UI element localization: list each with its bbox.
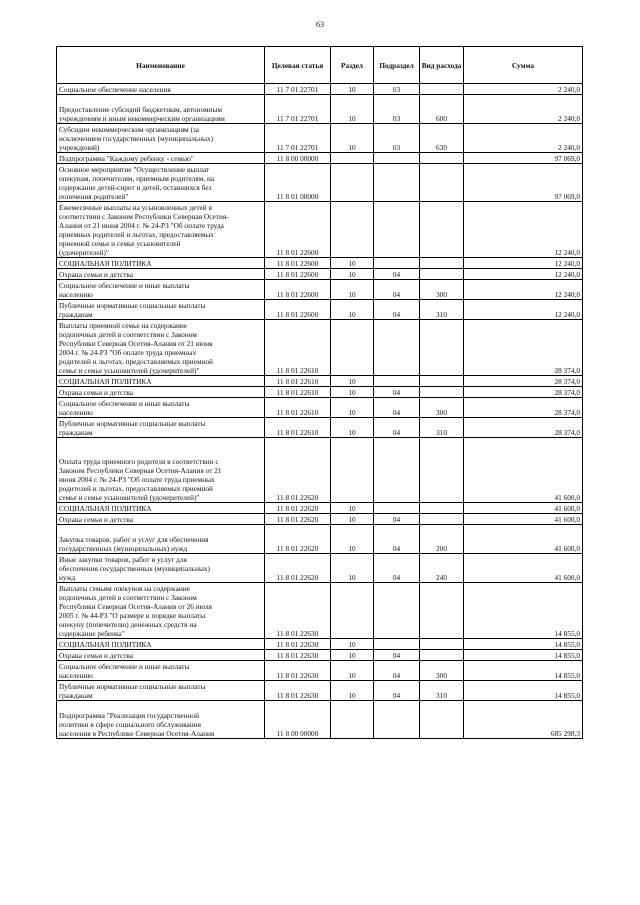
table-row: [57, 554, 583, 583]
cell-exptype: 200: [420, 525, 464, 554]
cell-subsection: [374, 258, 420, 269]
cell-name: [57, 525, 265, 554]
cell-exptype: [420, 258, 464, 269]
cell-subsection: [374, 701, 420, 739]
table-row: [57, 258, 583, 269]
cell-sum: 14 855,0: [464, 650, 583, 661]
cell-subsection: 03: [374, 95, 420, 124]
cell-section: 10: [331, 124, 374, 153]
cell-sum: 41 600,0: [464, 503, 583, 514]
cell-name: [57, 95, 265, 124]
cell-sum: 41 600,0: [464, 514, 583, 525]
cell-sum: 97 069,0: [464, 164, 583, 202]
cell-section: 10: [331, 84, 374, 95]
row-name-text: Выплаты приемной семье на содержание подопечных детей в соответствии с Законом Республики Северная Осетия-Алания от 21 июня 2004 г. № 24-РЗ "Об оплате труда приемных родителей и льготах, предоставляемых приемной семье и семье усыновителей (удочерителей)": [59, 321, 213, 375]
cell-exptype: [420, 701, 464, 739]
cell-subsection: 03: [374, 124, 420, 153]
cell-sum: 41 600,0: [464, 525, 583, 554]
col-header-sum: Сумма: [464, 47, 583, 84]
cell-subsection: 04: [374, 269, 420, 280]
cell-name: [57, 701, 265, 739]
cell-name: [57, 153, 265, 164]
cell-sum: 14 855,0: [464, 681, 583, 701]
cell-target: 11 8 01 22630: [265, 681, 331, 701]
table-row: [57, 280, 583, 300]
cell-subsection: [374, 583, 420, 639]
cell-name: [57, 300, 265, 320]
table-row: [57, 124, 583, 153]
cell-section: 10: [331, 258, 374, 269]
cell-target: 11 8 01 22620: [265, 503, 331, 514]
table-row: [57, 387, 583, 398]
cell-section: 10: [331, 681, 374, 701]
cell-subsection: [374, 153, 420, 164]
cell-name: [57, 258, 265, 269]
cell-target: 11 8 01 22620: [265, 514, 331, 525]
row-name-text: Социальное обеспечение населения: [59, 85, 171, 94]
cell-subsection: 04: [374, 418, 420, 438]
cell-sum: 28 374,0: [464, 418, 583, 438]
cell-sum: 12 240,0: [464, 258, 583, 269]
cell-exptype: [420, 320, 464, 376]
col-header-name: Наименование: [57, 47, 265, 84]
table-header-row: [57, 47, 583, 84]
cell-sum: 12 240,0: [464, 269, 583, 280]
cell-subsection: 04: [374, 650, 420, 661]
row-name-text: СОЦИАЛЬНАЯ ПОЛИТИКА: [59, 504, 152, 513]
cell-sum: 2 240,0: [464, 84, 583, 95]
cell-exptype: [420, 84, 464, 95]
cell-target: 11 8 00 00000: [265, 153, 331, 164]
cell-section: 10: [331, 376, 374, 387]
cell-section: [331, 153, 374, 164]
cell-exptype: 600: [420, 95, 464, 124]
cell-subsection: 04: [374, 280, 420, 300]
cell-section: 10: [331, 300, 374, 320]
cell-section: [331, 583, 374, 639]
row-name-text: Выплаты семьям опекунов на содержание подопечных детей в соответствии с Законом Республики Северная Осетия-Алания от 26 июля 2005 г. № 44-РЗ "О размере и порядке выплаты опекуну (попечителю) денежных средств на содержание ребенка": [59, 584, 212, 638]
cell-target: 11 8 01 22600: [265, 202, 331, 258]
row-name-text: Ежемесячные выплаты на усыновленных детей в соответствии с Законом Республики Северная Осетия- Алания от 21 июня 2004 г. № 24-РЗ "Об оплате труда приемных родителей и льготах, предоставляемых приемной семье и семье усыновителей (удочерителей)": [59, 203, 229, 257]
row-name-text: СОЦИАЛЬНАЯ ПОЛИТИКА: [59, 640, 152, 649]
table-row: [57, 300, 583, 320]
cell-target: 11 8 01 22610: [265, 418, 331, 438]
table-row: [57, 153, 583, 164]
table-body: [57, 84, 583, 739]
table-row: [57, 202, 583, 258]
row-name-text: Субсидии некоммерческим организациям (за исключением государственных (муниципальных) учреждений): [59, 125, 214, 152]
cell-sum: 28 374,0: [464, 398, 583, 418]
cell-name: [57, 583, 265, 639]
cell-sum: 14 855,0: [464, 661, 583, 681]
cell-exptype: [420, 202, 464, 258]
cell-section: [331, 202, 374, 258]
cell-section: [331, 701, 374, 739]
cell-subsection: 04: [374, 525, 420, 554]
cell-section: [331, 438, 374, 503]
row-name-text: СОЦИАЛЬНАЯ ПОЛИТИКА: [59, 259, 152, 268]
cell-exptype: 240: [420, 554, 464, 583]
cell-name: [57, 418, 265, 438]
cell-exptype: 310: [420, 418, 464, 438]
cell-subsection: 04: [374, 387, 420, 398]
row-name-text: Публичные нормативные социальные выплаты гражданам: [59, 301, 206, 319]
cell-target: 11 8 01 22610: [265, 320, 331, 376]
cell-subsection: [374, 639, 420, 650]
cell-subsection: [374, 320, 420, 376]
cell-section: 10: [331, 514, 374, 525]
cell-section: [331, 164, 374, 202]
cell-target: 11 8 01 22630: [265, 650, 331, 661]
table-row: [57, 650, 583, 661]
table-row: [57, 583, 583, 639]
cell-section: 10: [331, 387, 374, 398]
cell-name: [57, 280, 265, 300]
col-header-exptype: Вид расхода: [420, 47, 464, 84]
cell-subsection: 04: [374, 554, 420, 583]
cell-sum: 12 240,0: [464, 300, 583, 320]
col-header-target: Целевая статья: [265, 47, 331, 84]
cell-subsection: 04: [374, 300, 420, 320]
cell-name: [57, 84, 265, 95]
cell-sum: 14 855,0: [464, 583, 583, 639]
cell-subsection: 04: [374, 661, 420, 681]
cell-subsection: [374, 164, 420, 202]
cell-sum: 12 240,0: [464, 202, 583, 258]
cell-sum: 41 600,0: [464, 554, 583, 583]
cell-target: 11 8 01 22610: [265, 376, 331, 387]
cell-name: [57, 514, 265, 525]
cell-target: 11 8 01 22630: [265, 661, 331, 681]
table-row: [57, 438, 583, 503]
cell-exptype: [420, 164, 464, 202]
cell-sum: 2 240,0: [464, 124, 583, 153]
cell-subsection: [374, 438, 420, 503]
cell-target: 11 8 01 22610: [265, 398, 331, 418]
cell-section: [331, 320, 374, 376]
col-header-subsection: Подраздел: [374, 47, 420, 84]
row-name-text: Публичные нормативные социальные выплаты гражданам: [59, 682, 206, 700]
cell-section: 10: [331, 661, 374, 681]
cell-name: [57, 387, 265, 398]
table-row: [57, 376, 583, 387]
cell-target: 11 8 01 22600: [265, 258, 331, 269]
cell-name: [57, 650, 265, 661]
cell-name: [57, 661, 265, 681]
cell-target: 11 7 01 22701: [265, 124, 331, 153]
cell-exptype: 300: [420, 398, 464, 418]
cell-name: [57, 164, 265, 202]
cell-target: 11 8 01 22620: [265, 525, 331, 554]
cell-target: 11 8 01 00000: [265, 164, 331, 202]
cell-target: 11 8 01 22600: [265, 269, 331, 280]
cell-sum: 685 298,3: [464, 701, 583, 739]
row-name-text: Основное мероприятие "Осуществление выплат опекунам, попечителям, приемным родителям, на содержание детей-сирот и детей, оставшихся без попечения родителей": [59, 165, 215, 201]
table-row: [57, 164, 583, 202]
cell-exptype: [420, 387, 464, 398]
cell-target: 11 8 01 22600: [265, 300, 331, 320]
row-name-text: Публичные нормативные социальные выплаты гражданам: [59, 419, 206, 437]
row-name-text: Социальное обеспечение и иные выплаты населению: [59, 399, 190, 417]
cell-name: [57, 503, 265, 514]
cell-target: 11 8 01 22610: [265, 387, 331, 398]
cell-exptype: [420, 376, 464, 387]
cell-exptype: [420, 503, 464, 514]
table-row: [57, 681, 583, 701]
row-name-text: Предоставление субсидий бюджетным, автономным учреждениям и иным некоммерческим организациям: [59, 105, 225, 123]
row-name-text: Охрана семьи и детства: [59, 515, 133, 524]
cell-subsection: 04: [374, 681, 420, 701]
table-row: [57, 418, 583, 438]
cell-exptype: [420, 153, 464, 164]
cell-section: 10: [331, 554, 374, 583]
table-row: [57, 661, 583, 681]
cell-name: [57, 202, 265, 258]
cell-section: 10: [331, 418, 374, 438]
cell-name: [57, 554, 265, 583]
cell-target: 11 8 01 22630: [265, 639, 331, 650]
table-row: [57, 398, 583, 418]
cell-subsection: 04: [374, 398, 420, 418]
cell-name: [57, 376, 265, 387]
cell-target: 11 7 01 22701: [265, 95, 331, 124]
budget-table: [56, 46, 583, 739]
cell-subsection: [374, 202, 420, 258]
cell-exptype: 300: [420, 661, 464, 681]
cell-section: 10: [331, 525, 374, 554]
cell-section: 10: [331, 650, 374, 661]
cell-sum: 97 069,0: [464, 153, 583, 164]
cell-exptype: 630: [420, 124, 464, 153]
table-row: [57, 320, 583, 376]
row-name-text: Охрана семьи и детства: [59, 270, 133, 279]
cell-exptype: [420, 650, 464, 661]
cell-name: [57, 681, 265, 701]
table-row: [57, 503, 583, 514]
cell-exptype: [420, 438, 464, 503]
cell-sum: 14 855,0: [464, 639, 583, 650]
cell-name: [57, 320, 265, 376]
cell-sum: 28 374,0: [464, 387, 583, 398]
table-row: [57, 525, 583, 554]
table-row: [57, 84, 583, 95]
cell-target: 11 8 01 22620: [265, 554, 331, 583]
cell-subsection: 03: [374, 84, 420, 95]
cell-section: 10: [331, 280, 374, 300]
cell-name: [57, 269, 265, 280]
cell-target: 11 8 01 22600: [265, 280, 331, 300]
cell-exptype: [420, 269, 464, 280]
cell-target: 11 8 01 22620: [265, 438, 331, 503]
table-row: [57, 639, 583, 650]
cell-target: 11 7 01 22701: [265, 84, 331, 95]
cell-exptype: 310: [420, 300, 464, 320]
cell-exptype: 310: [420, 681, 464, 701]
row-name-text: Оплата труда приемного родителя в соответствии с Законом Республики Северная Осетия-Алания от 21 июня 2004 г. № 24-РЗ "Об оплате труда приемных родителей и льготах, предоставляемых приемной семье и семье усыновителей (удочерителей)": [59, 457, 222, 502]
cell-sum: 41 600,0: [464, 438, 583, 503]
cell-exptype: 300: [420, 280, 464, 300]
row-name-text: Охрана семьи и детства: [59, 651, 133, 660]
cell-subsection: 04: [374, 514, 420, 525]
cell-sum: 28 374,0: [464, 320, 583, 376]
cell-exptype: [420, 639, 464, 650]
row-name-text: Охрана семьи и детства: [59, 388, 133, 397]
cell-subsection: [374, 503, 420, 514]
col-header-section: Раздел: [331, 47, 374, 84]
cell-exptype: [420, 583, 464, 639]
table-row: [57, 701, 583, 739]
cell-section: 10: [331, 398, 374, 418]
cell-subsection: [374, 376, 420, 387]
row-name-text: Социальное обеспечение и иные выплаты населению: [59, 662, 190, 680]
cell-section: 10: [331, 639, 374, 650]
cell-section: 10: [331, 95, 374, 124]
page-number: 63: [316, 20, 324, 29]
row-name-text: СОЦИАЛЬНАЯ ПОЛИТИКА: [59, 377, 152, 386]
cell-name: [57, 398, 265, 418]
table-row: [57, 514, 583, 525]
cell-sum: 28 374,0: [464, 376, 583, 387]
cell-name: [57, 639, 265, 650]
row-name-text: Подпрограмма "Реализация государственной политики в сфере социального обслуживания населения в Республике Северная Осетия-Алания: [59, 711, 215, 738]
row-name-text: Социальное обеспечение и иные выплаты населению: [59, 281, 190, 299]
cell-name: [57, 124, 265, 153]
cell-section: 10: [331, 269, 374, 280]
cell-sum: 12 240,0: [464, 280, 583, 300]
cell-section: 10: [331, 503, 374, 514]
cell-exptype: [420, 514, 464, 525]
cell-target: 11 8 01 22630: [265, 583, 331, 639]
row-name-text: Иные закупки товаров, работ и услуг для обеспечения государственных (муниципальных) нужд: [59, 555, 210, 582]
cell-sum: 2 240,0: [464, 95, 583, 124]
row-name-text: Подпрограмма "Каждому ребенку - семью": [59, 154, 194, 163]
cell-target: 11 8 00 00000: [265, 701, 331, 739]
cell-name: [57, 438, 265, 503]
table-row: [57, 269, 583, 280]
table-row: [57, 95, 583, 124]
row-name-text: Закупка товаров, работ и услуг для обеспечения государственных (муниципальных) нужд: [59, 535, 209, 553]
